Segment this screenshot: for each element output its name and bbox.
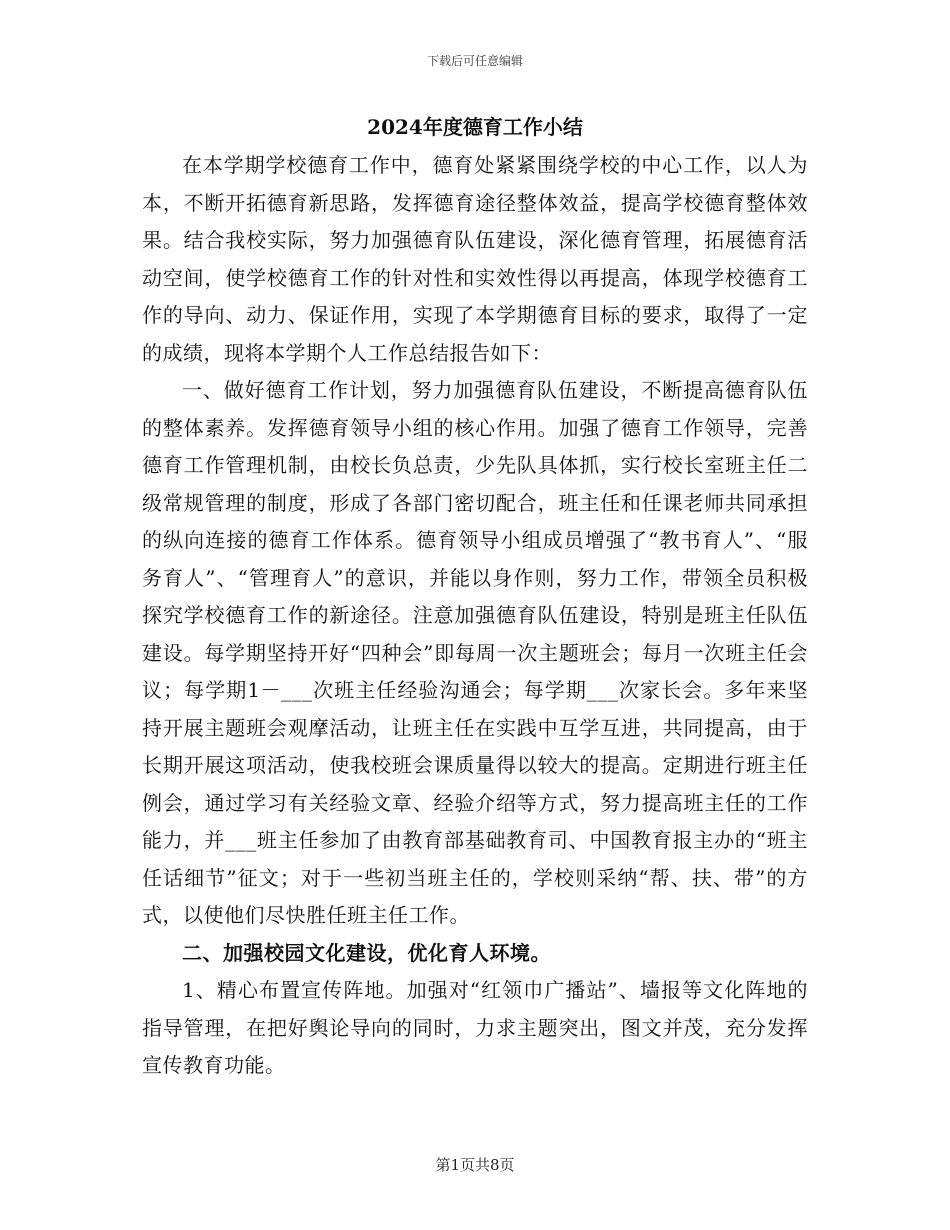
page-number: 第1页共8页 [435, 1156, 515, 1174]
document-title: 2024年度德育工作小结 [367, 115, 583, 139]
section-2-paragraph-1: 1、精心布置宣传阵地。加强对“红领巾广播站”、墙报等文化阵地的指导管理，在把好舆论导向的同时，力求主题突出，图文并茂，充分发挥宣传教育功能。 [142, 978, 808, 1077]
page-header-note: 下载后可任意编辑 [426, 54, 523, 68]
document-body [142, 147, 808, 1085]
section-2-heading: 二、加强校园文化建设，优化育人环境。 [182, 940, 551, 965]
section-1-paragraph: 一、做好德育工作计划，努力加强德育队伍建设，不断提高德育队伍的整体素养。发挥德育领导小组的核心作用。加强了德育工作领导，完善德育工作管理机制，由校长负总责，少先队具体抓，实行校长室班主任二级常规管理的制度，形成了各部门密切配合，班主任和任课老师共同承担的纵向连接的德育工作体系。德育领导小组成员增强了“教书育人”、“服务育人”、“管理育人”的意识，并能以身作则，努力工作，带领全员积极探究学校德育工作的新途径。注意加强德育队伍建设，特别是班主任队伍建设。每学期坚持开好“四种会”即每周一次主题班会；每月一次班主任会议；每学期1－___次班主任经验沟通会；每学期___次家长会。多年来坚持开展主题班会观摩活动，让班主任在实践中互学互进，共同提高，由于长期开展这项活动，使我校班会课质量得以较大的提高。定期进行班主任例会，通过学习有关经验文章、经验介绍等方式，努力提高班主任的工作能力，并___班主任参加了由教育部基础教育司、中国教育报主办的“班主任话细节”征文；对于一些初当班主任的，学校则采纳“帮、扶、带”的方式，以使他们尽快胜任班主任工作。 [142, 378, 808, 927]
intro-paragraph: 在本学期学校德育工作中，德育处紧紧围绕学校的中心工作，以人为本，不断开拓德育新思路，发挥德育途径整体效益，提高学校德育整体效果。结合我校实际，努力加强德育队伍建设，深化德育管理，拓展德育活动空间，使学校德育工作的针对性和实效性得以再提高，体现学校德育工作的导向、动力、保证作用，实现了本学期德育目标的要求，取得了一定的成绩，现将本学期个人工作总结报告如下： [142, 153, 808, 365]
